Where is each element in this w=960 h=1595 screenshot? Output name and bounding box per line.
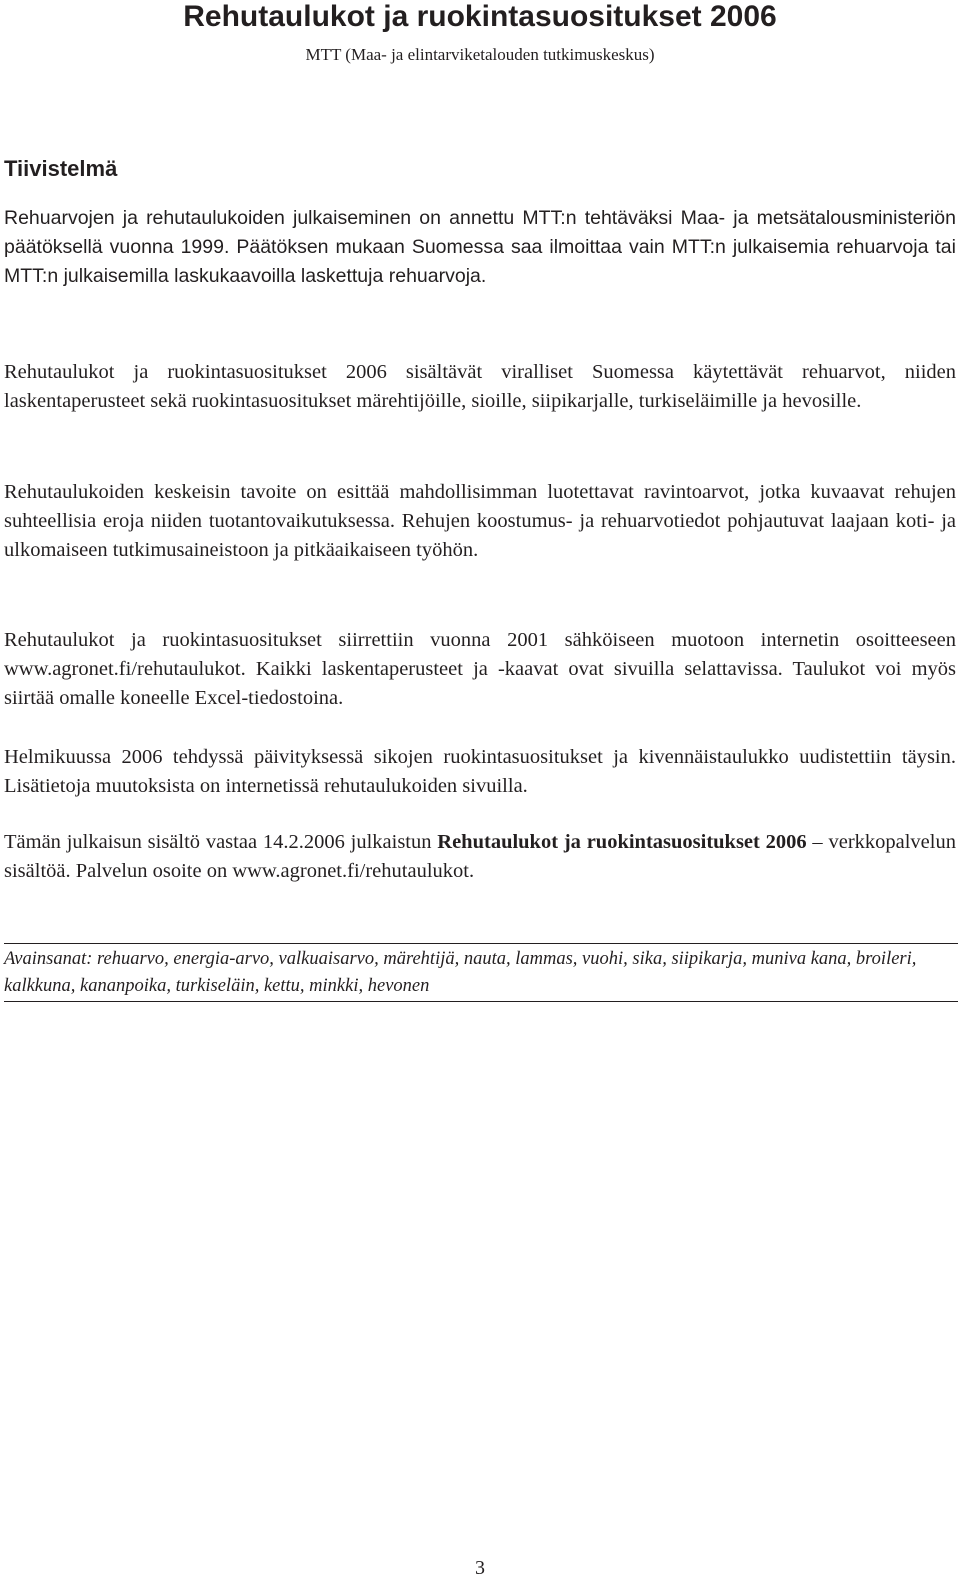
keywords-top-rule xyxy=(4,943,958,944)
document-title: Rehutaulukot ja ruokintasuositukset 2006 xyxy=(183,0,777,33)
abstract-paragraph-1: Rehuarvojen ja rehutaulukoiden julkaiseminen on annettu MTT:n tehtäväksi Maa- ja metsätalousministeriön päätöksellä vuonna 1999. Päätöksen mukaan Suomessa saa ilmoittaa vain MTT:n julkaisemia rehuarvoja tai MTT:n julkaisemilla laskukaavoilla laskettuja rehuarvoja. xyxy=(4,207,956,287)
keywords-bottom-rule xyxy=(4,1001,958,1002)
abstract-paragraph-6 xyxy=(4,828,956,886)
paragraph-6-text-start: Tämän julkaisun sisältö vastaa 14.2.2006 julkaistun xyxy=(4,831,438,853)
abstract-paragraph-3: Rehutaulukoiden keskeisin tavoite on esittää mahdollisimman luotettavat ravintoarvot, jotka kuvaavat rehujen suhteellisia eroja niiden tuotantovaikutuksessa. Rehujen koostumus- ja rehuarvotiedot pohjautuvat laajaan koti- ja ulkomaiseen tutkimusaineistoon ja pitkäaikaiseen työhön. xyxy=(4,481,956,561)
section-heading-abstract: Tiivistelmä xyxy=(4,156,118,181)
service-name-bold: Rehutaulukot ja ruokintasuositukset 2006 xyxy=(437,831,807,853)
paragraph-6-text-end: – verkkopalvelun sisältöä. Palvelun osoite on www.agronet.fi/rehutaulukot. xyxy=(4,831,956,882)
abstract-paragraph-4: Rehutaulukot ja ruokintasuositukset siirrettiin vuonna 2001 sähköiseen muotoon internetin osoitteeseen www.agronet.fi/rehutaulukot. Kaikki laskentaperusteet ja -kaavat ovat sivuilla selattavissa. Taulukot voi myös siirtää omalle koneelle Excel-tiedostoina. xyxy=(4,629,956,709)
keywords-line: Avainsanat: rehuarvo, energia-arvo, valkuaisarvo, märehtijä, nauta, lammas, vuohi, sika, siipikarja, muniva kana, broileri, kalkkuna, kananpoika, turkiseläin, kettu, minkki, hevonen xyxy=(4,949,917,996)
document-subtitle: MTT (Maa- ja elintarviketalouden tutkimuskeskus) xyxy=(305,45,655,64)
abstract-paragraph-2: Rehutaulukot ja ruokintasuositukset 2006 sisältävät viralliset Suomessa käytettävät rehuarvot, niiden laskentaperusteet sekä ruokintasuositukset märehtijöille, sioille, siipikarjalle, turkiseläimille ja hevosille. xyxy=(4,361,956,412)
abstract-paragraph-5: Helmikuussa 2006 tehdyssä päivityksessä sikojen ruokintasuositukset ja kivennäistaulukko uudistettiin täysin. Lisätietoja muutoksista on internetissä rehutaulukoiden sivuilla. xyxy=(4,746,956,797)
page-number: 3 xyxy=(475,1557,485,1579)
